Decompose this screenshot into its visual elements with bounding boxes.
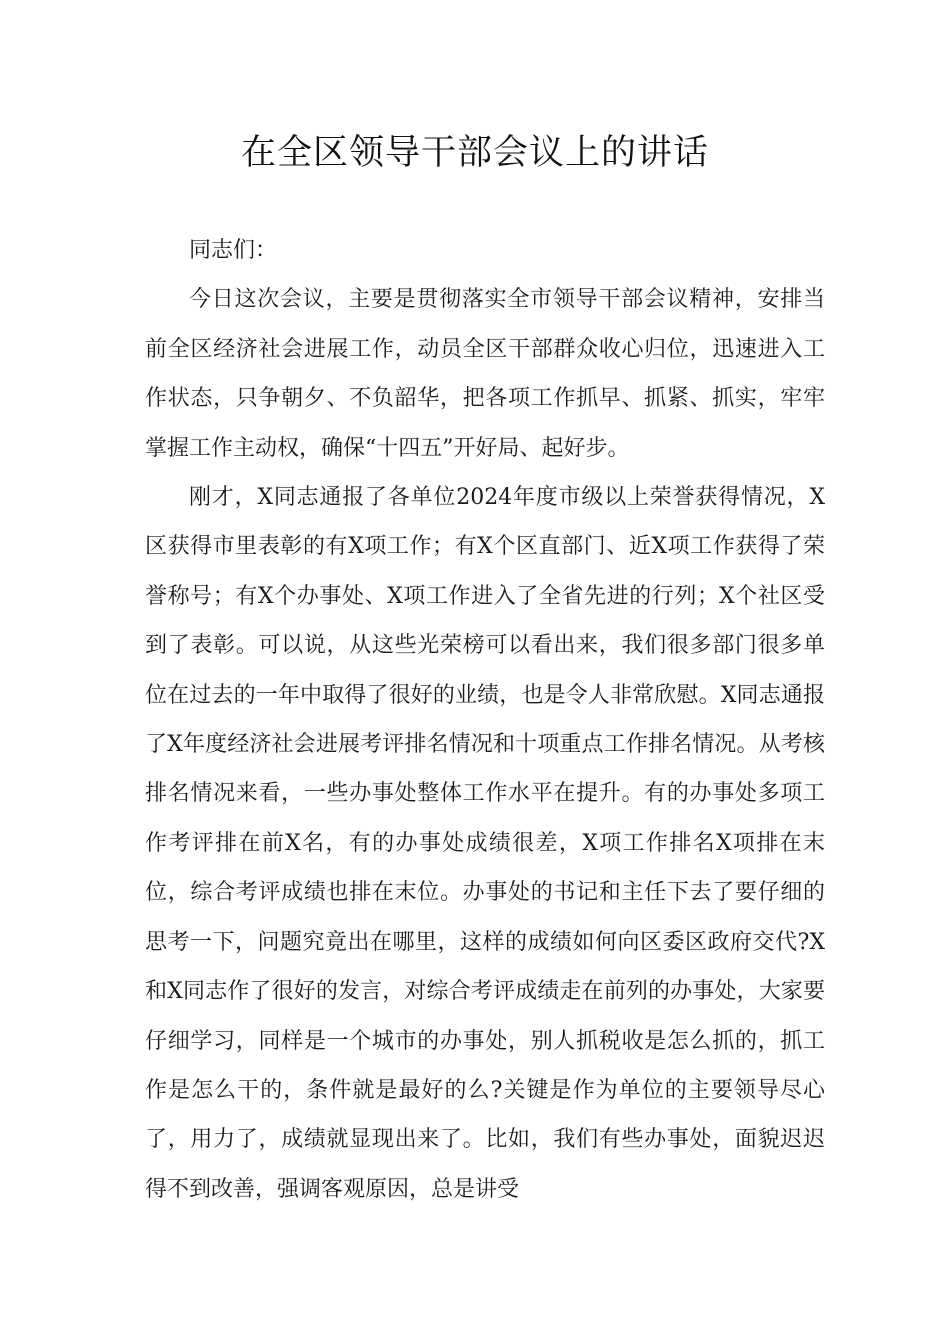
paragraph-1: 今日这次会议，主要是贯彻落实全市领导干部会议精神，安排当前全区经济社会进展工作，动员全区干部群众收心归位，迅速进入工作状态，只争朝夕、不负韶华，把各项工作抓早、抓紧、抓实，牢牢掌握工作主动权，确保“十四五”开好局、起好步。 xyxy=(145,287,825,461)
paragraph-2: 刚才，X同志通报了各单位2024年度市级以上荣誉获得情况，X区获得市里表彰的有X项工作；有X个区直部门、近X项工作获得了荣誉称号；有X个办事处、X项工作进入了全省先进的行列；X个社区受到了表彰。可以说，从这些光荣榜可以看出来，我们很多部门很多单位在过去的一年中取得了很好的业绩，也是令人非常欣慰。X同志通报了X年度经济社会进展考评排名情况和十项重点工作排名情况。从考核排名情况来看，一些办事处整体工作水平在提升。有的办事处多项工作考评排在前X名，有的办事处成绩很差，X项工作排名X项排在末位，综合考评成绩也排在末位。办事处的书记和主任下去了要仔细的思考一下，问题究竟出在哪里，这样的成绩如何向区委区政府交代?X和X同志作了很好的发言，对综合考评成绩走在前列的办事处，大家要仔细学习，同样是一个城市的办事处，别人抓税收是怎么抓的，抓工作是怎么干的，条件就是最好的么?关键是作为单位的主要领导尽心了，用力了，成绩就显现出来了。比如，我们有些办事处，面貌迟迟得不到改善，强调客观原因，总是讲受 xyxy=(145,485,825,1202)
salutation: 同志们： xyxy=(189,238,278,263)
document-title: 在全区领导干部会议上的讲话 xyxy=(240,133,709,173)
document-body xyxy=(145,226,825,1214)
